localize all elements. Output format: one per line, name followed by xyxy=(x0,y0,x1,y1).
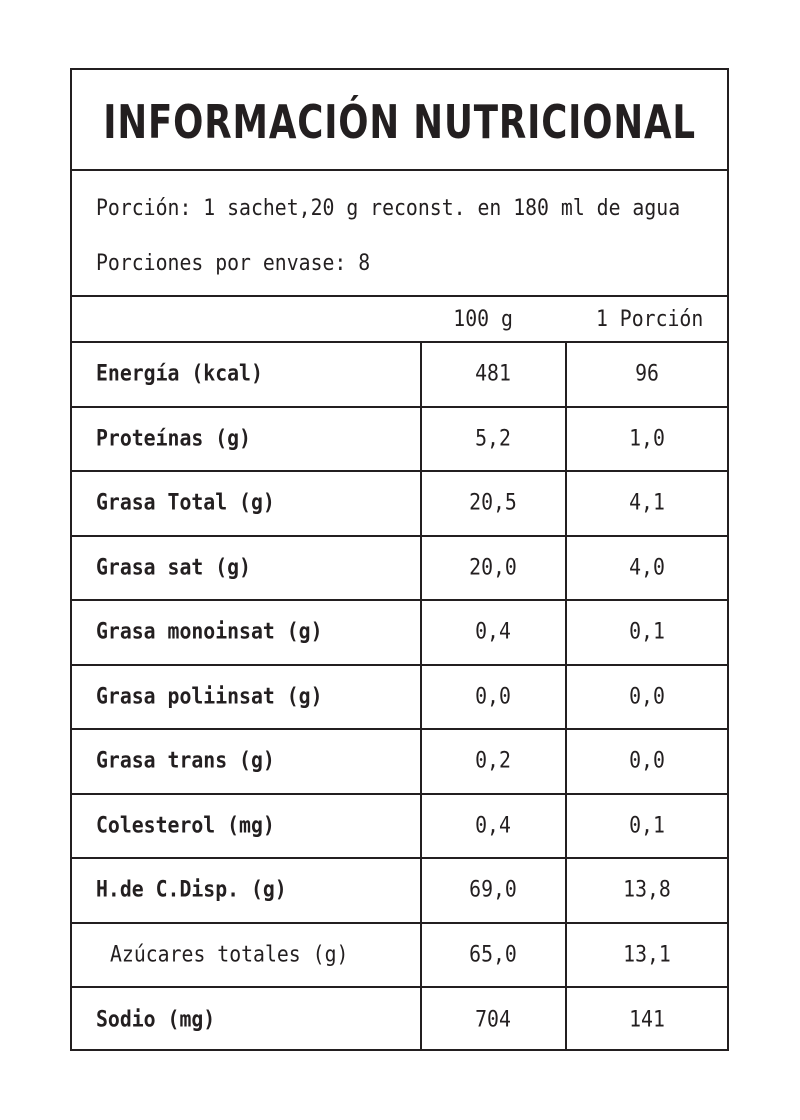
nutrient-row xyxy=(72,730,727,795)
nutrient-value-100g: 481 xyxy=(475,361,511,387)
serving-info xyxy=(72,171,727,297)
nutrient-row xyxy=(72,924,727,989)
nutrient-value-portion: 0,1 xyxy=(629,813,665,839)
nutrient-value-portion: 0,0 xyxy=(629,748,665,774)
nutrient-name: Colesterol (mg) xyxy=(96,813,275,839)
nutrient-name: Energía (kcal) xyxy=(96,361,263,387)
nutrient-name: Grasa monoinsat (g) xyxy=(96,619,323,645)
nutrient-value-portion: 0,1 xyxy=(629,619,665,645)
nutrient-value-100g: 20,0 xyxy=(469,555,517,581)
nutrient-value-100g: 5,2 xyxy=(475,426,511,452)
nutrient-value-100g: 704 xyxy=(475,1007,511,1033)
nutrient-row xyxy=(72,408,727,473)
nutrient-row xyxy=(72,472,727,537)
nutrient-row xyxy=(72,795,727,860)
nutrient-value-portion: 13,1 xyxy=(623,942,671,968)
nutrient-value-100g: 0,4 xyxy=(475,619,511,645)
column-header-portion: 1 Porción xyxy=(595,307,704,332)
title-row xyxy=(72,70,727,171)
nutrient-value-100g: 20,5 xyxy=(469,490,517,516)
nutrient-value-100g: 0,0 xyxy=(475,684,511,710)
nutrient-row xyxy=(72,537,727,602)
nutrient-value-portion: 0,0 xyxy=(629,684,665,710)
nutrient-name: Azúcares totales (g) xyxy=(110,942,349,968)
nutrient-name: Grasa poliinsat (g) xyxy=(96,684,323,710)
nutrient-row xyxy=(72,859,727,924)
nutrient-value-100g: 0,4 xyxy=(475,813,511,839)
nutrient-value-portion: 4,0 xyxy=(629,555,665,581)
nutrient-name: Grasa sat (g) xyxy=(96,555,251,581)
column-header-row xyxy=(72,297,727,343)
nutrient-row xyxy=(72,666,727,731)
column-divider xyxy=(420,343,422,1051)
nutrient-value-100g: 65,0 xyxy=(469,942,517,968)
label-title: INFORMACIÓN NUTRICIONAL xyxy=(103,94,696,149)
nutrient-row xyxy=(72,988,727,1053)
nutrient-value-100g: 69,0 xyxy=(469,877,517,903)
nutrient-row xyxy=(72,343,727,408)
nutrient-name: Grasa trans (g) xyxy=(96,748,275,774)
column-header-100g: 100 g xyxy=(453,307,513,332)
nutrient-row xyxy=(72,601,727,666)
serving-size: Porción: 1 sachet,20 g reconst. en 180 ml de agua xyxy=(96,196,681,221)
servings-per-container: Porciones por envase: 8 xyxy=(96,251,371,276)
nutrient-name: Proteínas (g) xyxy=(96,426,251,452)
nutrient-value-100g: 0,2 xyxy=(475,748,511,774)
nutrient-name: Grasa Total (g) xyxy=(96,490,275,516)
nutrient-value-portion: 13,8 xyxy=(623,877,671,903)
nutrient-name: Sodio (mg) xyxy=(96,1007,216,1033)
nutrient-value-portion: 4,1 xyxy=(629,490,665,516)
nutrition-label xyxy=(70,68,729,1051)
column-divider xyxy=(565,343,567,1051)
nutrient-value-portion: 141 xyxy=(629,1007,665,1033)
nutrient-value-portion: 1,0 xyxy=(629,426,665,452)
nutrient-table xyxy=(72,343,727,1053)
nutrient-value-portion: 96 xyxy=(635,361,659,387)
nutrient-name: H.de C.Disp. (g) xyxy=(96,877,287,903)
